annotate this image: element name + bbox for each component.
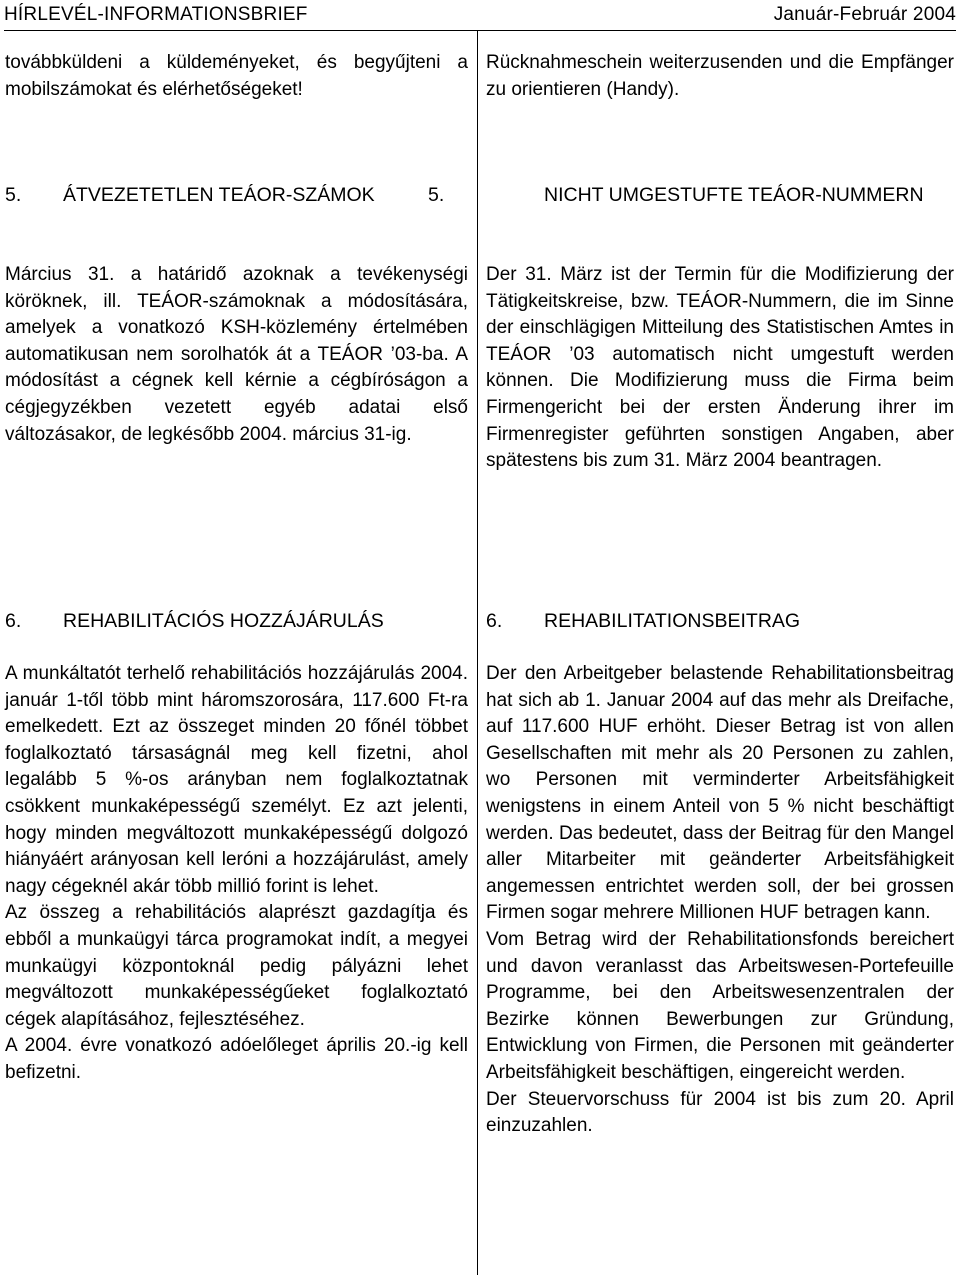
issue-date: Január-Február 2004 — [773, 4, 956, 25]
section-number: 6. — [5, 610, 22, 632]
page-header — [4, 4, 956, 31]
section-6-text-de — [486, 661, 954, 1140]
column-divider — [477, 31, 478, 1275]
paragraph: A 2004. évre vonatkozó adóelőleget április 20.-ig kell befizetni. — [5, 1035, 468, 1083]
section-6-heading-de — [486, 607, 954, 635]
section-title: REHABILITATIONSBEITRAG — [544, 610, 801, 632]
paragraph: Der Steuervorschuss für 2004 ist bis zum 20. April einzuzahlen. — [486, 1088, 954, 1137]
section-number: 5. — [5, 184, 22, 206]
section-5-heading-de — [428, 181, 954, 209]
section-number: 6. — [486, 610, 503, 632]
section-5-text-de: Der 31. März ist der Termin für die Modifizierung der Tätigkeitskreise, bzw. TEÁOR-Nummern, die im Sinne der einschlägigen Mitteilung des Statistischen Amtes in TEÁOR ’03 automatisch nicht umgestuft werden können. Die Modifizierung muss die Firma beim Firmengericht bei der ersten Änderung ihrer im Firmenregister geführten sonstigen Angaben, aber spätestens bis zum 31. März 2004 beantragen. — [486, 264, 954, 472]
section-6-text-hu — [5, 661, 468, 1087]
section-title: REHABILITÁCIÓS HOZZÁJÁRULÁS — [63, 610, 384, 632]
paragraph: Az összeg a rehabilitációs alaprészt gazdagítja és ebből a munkaügyi tárca programokat indít, a megyei munkaügyi központoknál pedig pályázni lehet megváltozott munkaképességűeket foglalkoztató cégek alapításához, fejlesztéséhez. — [5, 902, 468, 1030]
section-title: ÁTVEZETETLEN TEÁOR-SZÁMOK — [63, 184, 375, 206]
hu-continuation-text: továbbküldeni a küldeményeket, és begyűjteni a mobilszámokat és elérhetőségeket! — [5, 52, 468, 100]
section-5-text-hu: Március 31. a határidő azoknak a tevékenységi köröknek, ill. TEÁOR-számoknak a módosítására, amelyek a vonatkozó KSH-közlemény értelmében automatikusan nem sorolhatók át a TEÁOR ’03-ba. A módosítást a cégnek kell kérnie a cégbíróságon a cégjegyzékben vezetett egyéb adatai első változásakor, de legkésőbb 2004. március 31-ig. — [5, 264, 468, 445]
section-6-heading-hu — [5, 607, 468, 635]
section-title: NICHT UMGESTUFTE TEÁOR-NUMMERN — [544, 184, 924, 206]
section-5-heading-hu — [5, 181, 468, 209]
paragraph: A munkáltatót terhelő rehabilitációs hozzájárulás 2004. január 1-től több mint háromszorosára, 117.600 Ft-ra emelkedett. Ezt az összeget minden 20 főnél többet foglalkoztató társaságnál meg kell fizetni, ahol legalább 5 %-os arányban nem foglalkoztatnak csökkent munkaképességű személyt. Ez azt jelenti, hogy minden megváltozott munkaképességű dolgozó hiányáért arányosan kell leróni a hozzájárulást, amely nagy cégeknél akár több millió forint is lehet. — [5, 663, 468, 897]
de-continuation-text: Rücknahmeschein weiterzusenden und die Empfänger zu orientieren (Handy). — [486, 52, 954, 100]
paragraph: Der den Arbeitgeber belastende Rehabilitationsbeitrag hat sich ab 1. Januar 2004 auf das mehr als Dreifache, auf 117.600 HUF erhöht. Dieser Betrag ist von allen Gesellschaften mit mehr als 20 Personen zu zahlen, wo Personen mit verminderter Arbeitsfähigkeit wenigstens in einem Anteil von 5 % nicht beschäftigt werden. Das bedeutet, dass der Beitrag für den Mangel aller Mitarbeiter mit geänderter Arbeitsfähigkeit angemessen entrichtet werden soll, der bei grossen Firmen sogar mehrere Millionen HUF betragen kann. — [486, 663, 954, 924]
newsletter-title: HÍRLEVÉL-INFORMATIONSBRIEF — [4, 4, 308, 25]
paragraph: Vom Betrag wird der Rehabilitationsfonds bereichert und davon veranlasst das Arbeitswesen-Portefeuille Programme, bei den Arbeitswesenzentralen der Bezirke können Bewerbungen zur Gründung, Entwicklung von Firmen, die Personen mit geänderter Arbeitsfähigkeit beschäftigen, eingereicht werden. — [486, 928, 954, 1083]
section-number: 5. — [428, 184, 445, 206]
